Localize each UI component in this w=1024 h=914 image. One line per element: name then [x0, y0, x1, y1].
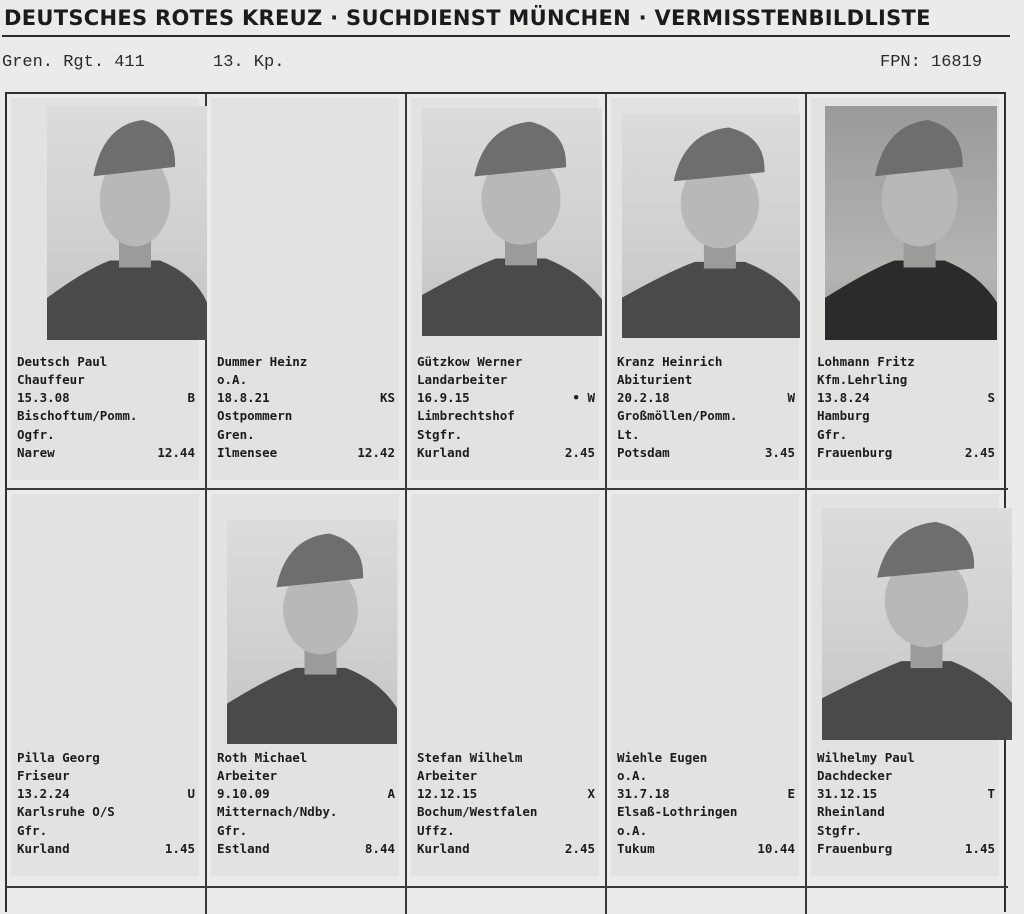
- person-card: [807, 94, 1005, 486]
- military-rank: Stgfr.: [817, 822, 863, 838]
- portrait-photo: [227, 520, 397, 744]
- home-place: Limbrechtshof: [417, 408, 515, 424]
- occupation: Arbeiter: [217, 767, 278, 783]
- portrait-photo: [822, 508, 1012, 740]
- region-code: A: [387, 786, 395, 802]
- region-code: T: [987, 786, 995, 802]
- missing-date: 10.44: [757, 840, 795, 856]
- last-seen-location: Ilmensee: [217, 444, 278, 460]
- person-details: [617, 353, 795, 462]
- person-name: Wiehle Eugen: [617, 749, 708, 765]
- home-place: Bischoftum/Pomm.: [17, 408, 138, 424]
- person-card: [807, 490, 1005, 882]
- occupation: Kfm.Lehrling: [817, 371, 908, 387]
- military-rank: Gfr.: [817, 426, 848, 442]
- home-place: Großmöllen/Pomm.: [617, 408, 738, 424]
- military-rank: Gren.: [217, 426, 255, 442]
- birth-date: 20.2.18: [617, 390, 670, 406]
- person-details: [17, 353, 195, 462]
- person-name: Dummer Heinz: [217, 353, 308, 369]
- person-name: Lohmann Fritz: [817, 353, 915, 369]
- occupation: o.A.: [617, 767, 648, 783]
- person-details: [817, 749, 995, 858]
- person-card: [607, 94, 805, 486]
- person-name: Wilhelmy Paul: [817, 749, 915, 765]
- military-rank: o.A.: [617, 822, 648, 838]
- person-name: Stefan Wilhelm: [417, 749, 523, 765]
- birth-date: 13.8.24: [817, 390, 870, 406]
- person-details: [817, 353, 995, 462]
- occupation: Abiturient: [617, 371, 693, 387]
- birth-date: 9.10.09: [217, 786, 270, 802]
- birth-date: 15.3.08: [17, 390, 70, 406]
- occupation: Dachdecker: [817, 767, 893, 783]
- person-details: [417, 353, 595, 462]
- person-card: [407, 490, 605, 882]
- last-seen-location: Kurland: [417, 444, 470, 460]
- last-seen-location: Kurland: [417, 840, 470, 856]
- region-code: • W: [572, 390, 595, 406]
- person-name: Roth Michael: [217, 749, 308, 765]
- title-underline: [2, 35, 1010, 37]
- occupation: o.A.: [217, 371, 248, 387]
- last-seen-location: Tukum: [617, 840, 655, 856]
- missing-date: 12.44: [157, 444, 195, 460]
- person-name: Gützkow Werner: [417, 353, 523, 369]
- military-rank: Ogfr.: [17, 426, 55, 442]
- field-post-number: FPN: 16819: [880, 53, 983, 72]
- home-place: Rheinland: [817, 804, 885, 820]
- birth-date: 31.7.18: [617, 786, 670, 802]
- region-code: B: [187, 390, 195, 406]
- region-code: U: [187, 786, 195, 802]
- military-rank: Uffz.: [417, 822, 455, 838]
- missing-date: 2.45: [564, 444, 595, 460]
- person-details: [217, 353, 395, 462]
- missing-date: 12.42: [357, 444, 395, 460]
- regiment-label: Gren. Rgt. 411: [2, 53, 145, 72]
- missing-date: 1.45: [964, 840, 995, 856]
- last-seen-location: Frauenburg: [817, 444, 893, 460]
- missing-date: 1.45: [164, 840, 195, 856]
- person-card: [7, 94, 205, 486]
- last-seen-location: Estland: [217, 840, 270, 856]
- birth-date: 12.12.15: [417, 786, 478, 802]
- company-label: 13. Kp.: [213, 53, 285, 72]
- region-code: KS: [379, 390, 395, 406]
- missing-date: 2.45: [964, 444, 995, 460]
- birth-date: 18.8.21: [217, 390, 270, 406]
- home-place: Mitternach/Ndby.: [217, 804, 338, 820]
- region-code: W: [787, 390, 795, 406]
- region-code: X: [587, 786, 595, 802]
- person-details: [17, 749, 195, 858]
- person-card: [207, 490, 405, 882]
- birth-date: 31.12.15: [817, 786, 878, 802]
- portrait-photo: [825, 106, 997, 340]
- birth-date: 13.2.24: [17, 786, 70, 802]
- person-card: [7, 490, 205, 882]
- person-card: [207, 94, 405, 486]
- last-seen-location: Narew: [17, 444, 55, 460]
- military-rank: Gfr.: [17, 822, 48, 838]
- person-card: [607, 490, 805, 882]
- region-code: S: [987, 390, 995, 406]
- portrait-photo: [622, 114, 800, 338]
- occupation: Friseur: [17, 767, 70, 783]
- occupation: Landarbeiter: [417, 371, 508, 387]
- military-rank: Gfr.: [217, 822, 248, 838]
- home-place: Ostpommern: [217, 408, 293, 424]
- portrait-photo: [422, 108, 602, 336]
- home-place: Elsaß-Lothringen: [617, 804, 738, 820]
- row-divider: [7, 886, 1008, 888]
- home-place: Karlsruhe O/S: [17, 804, 115, 820]
- occupation: Chauffeur: [17, 371, 85, 387]
- occupation: Arbeiter: [417, 767, 478, 783]
- home-place: Bochum/Westfalen: [417, 804, 538, 820]
- person-details: [617, 749, 795, 858]
- military-rank: Lt.: [617, 426, 640, 442]
- person-name: Deutsch Paul: [17, 353, 108, 369]
- region-code: E: [787, 786, 795, 802]
- missing-date: 3.45: [764, 444, 795, 460]
- last-seen-location: Potsdam: [617, 444, 670, 460]
- person-name: Kranz Heinrich: [617, 353, 723, 369]
- person-name: Pilla Georg: [17, 749, 100, 765]
- last-seen-location: Frauenburg: [817, 840, 893, 856]
- home-place: Hamburg: [817, 408, 870, 424]
- portrait-photo: [47, 106, 207, 340]
- person-details: [217, 749, 395, 858]
- document-title: DEUTSCHES ROTES KREUZ · SUCHDIENST MÜNCHEN · VERMISSTENBILDLISTE: [4, 6, 931, 30]
- missing-date: 8.44: [364, 840, 395, 856]
- military-rank: Stgfr.: [417, 426, 463, 442]
- birth-date: 16.9.15: [417, 390, 470, 406]
- last-seen-location: Kurland: [17, 840, 70, 856]
- person-card: [407, 94, 605, 486]
- person-details: [417, 749, 595, 858]
- missing-date: 2.45: [564, 840, 595, 856]
